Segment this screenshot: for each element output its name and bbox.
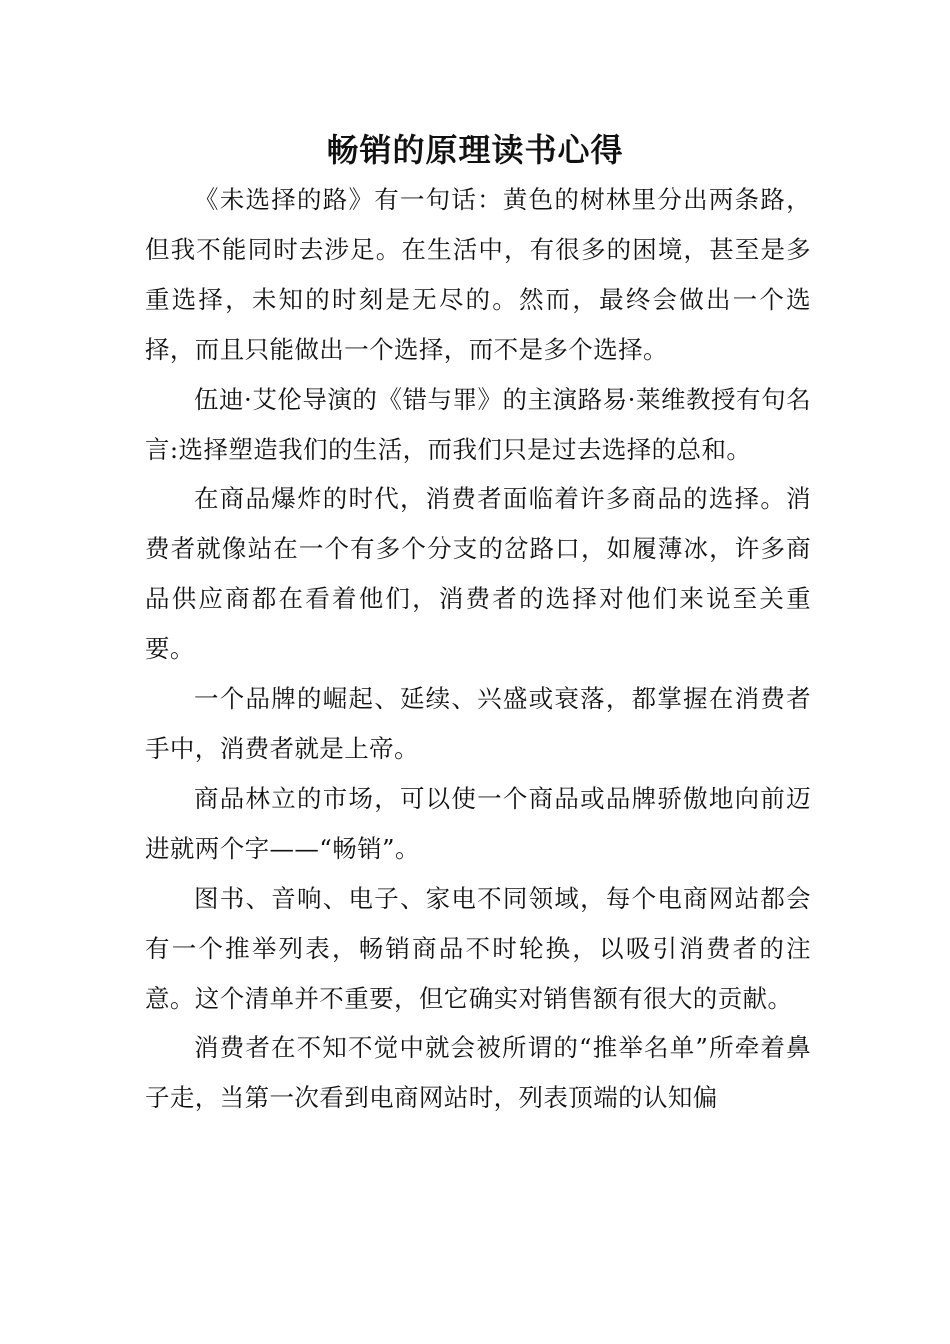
- paragraph: 一个品牌的崛起、延续、兴盛或衰落，都掌握在消费者手中，消费者就是上帝。: [145, 684, 811, 763]
- paragraph: 消费者在不知不觉中就会被所谓的“推举名单”所牵着鼻子走，当第一次看到电商网站时，列表顶端的认知偏: [145, 1033, 811, 1113]
- paragraph: 伍迪·艾伦导演的《错与罪》的主演路易·莱维教授有句名言:选择塑造我们的生活，而我们只是过去选择的总和。: [145, 384, 811, 464]
- paragraph: 在商品爆炸的时代，消费者面临着许多商品的选择。消费者就像站在一个有多个分支的岔路口，如履薄冰，许多商品供应商都在看着他们，消费者的选择对他们来说至关重要。: [145, 484, 811, 664]
- paragraph: 《未选择的路》有一句话：黄色的树林里分出两条路，但我不能同时去涉足。在生活中，有很多的困境，甚至是多重选择，未知的时刻是无尽的。然而，最终会做出一个选择，而且只能做出一个选择，而不是多个选择。: [145, 185, 811, 364]
- document-body: [145, 175, 811, 1123]
- paragraph: 商品林立的市场，可以使一个商品或品牌骄傲地向前迈进就两个字——“畅销”。: [145, 783, 811, 863]
- document-title: 畅销的原理读书心得: [326, 131, 624, 169]
- paragraph: 图书、音响、电子、家电不同领域，每个电商网站都会有一个推举列表，畅销商品不时轮换，以吸引消费者的注意。这个清单并不重要，但它确实对销售额有很大的贡献。: [145, 883, 811, 1013]
